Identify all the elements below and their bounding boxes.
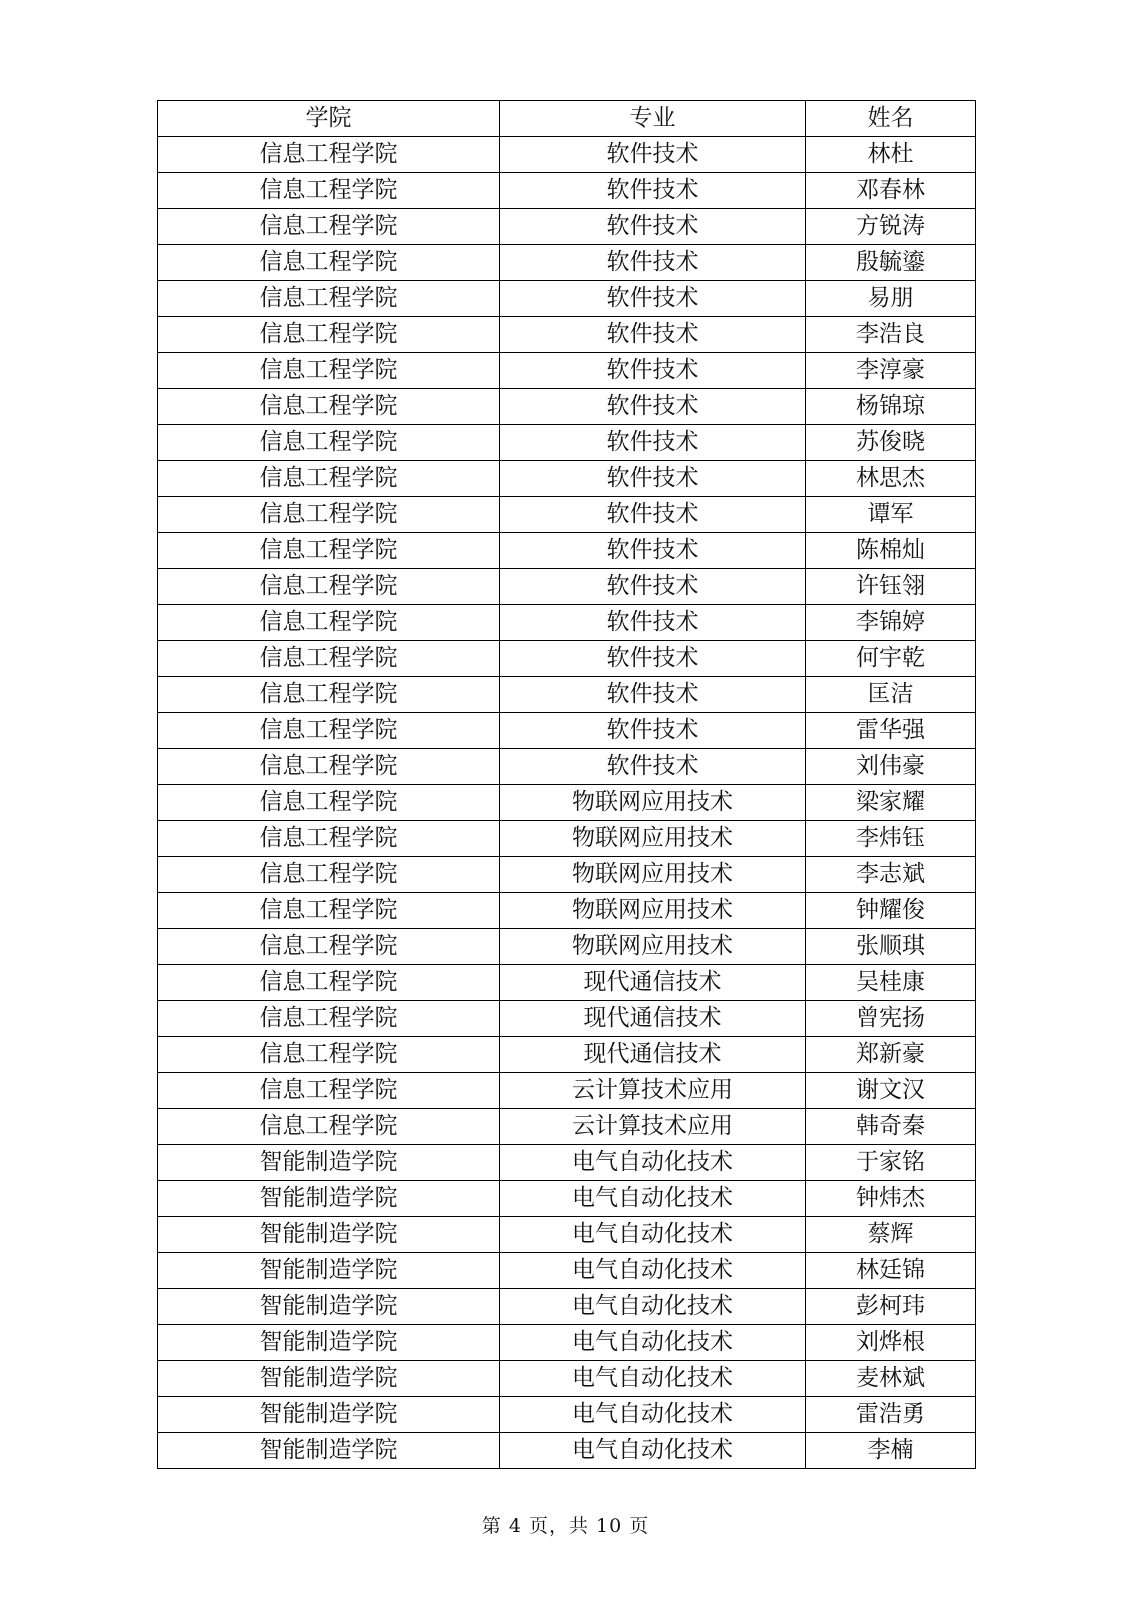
cell-name: 李锦婷 — [806, 605, 976, 641]
cell-college: 信息工程学院 — [158, 281, 500, 317]
cell-college: 信息工程学院 — [158, 137, 500, 173]
table-row — [158, 533, 976, 569]
cell-college: 智能制造学院 — [158, 1325, 500, 1361]
cell-major: 电气自动化技术 — [500, 1289, 806, 1325]
cell-name: 钟炜杰 — [806, 1181, 976, 1217]
cell-name: 刘烨根 — [806, 1325, 976, 1361]
table-row — [158, 929, 976, 965]
cell-college: 信息工程学院 — [158, 1073, 500, 1109]
cell-name: 许钰翎 — [806, 569, 976, 605]
table-row — [158, 1289, 976, 1325]
cell-college: 信息工程学院 — [158, 641, 500, 677]
table-row — [158, 857, 976, 893]
table-row — [158, 1217, 976, 1253]
cell-major: 软件技术 — [500, 281, 806, 317]
cell-name: 梁家耀 — [806, 785, 976, 821]
cell-name: 李志斌 — [806, 857, 976, 893]
cell-college: 信息工程学院 — [158, 245, 500, 281]
cell-name: 苏俊晓 — [806, 425, 976, 461]
cell-name: 方锐涛 — [806, 209, 976, 245]
cell-college: 信息工程学院 — [158, 209, 500, 245]
cell-major: 现代通信技术 — [500, 965, 806, 1001]
cell-major: 软件技术 — [500, 749, 806, 785]
cell-college: 智能制造学院 — [158, 1253, 500, 1289]
table-row — [158, 461, 976, 497]
table-row — [158, 569, 976, 605]
table-row — [158, 1361, 976, 1397]
cell-name: 韩奇秦 — [806, 1109, 976, 1145]
cell-name: 李楠 — [806, 1433, 976, 1469]
cell-name: 李淳豪 — [806, 353, 976, 389]
cell-major: 电气自动化技术 — [500, 1253, 806, 1289]
table-row — [158, 425, 976, 461]
cell-name: 雷浩勇 — [806, 1397, 976, 1433]
cell-name: 林廷锦 — [806, 1253, 976, 1289]
cell-major: 云计算技术应用 — [500, 1109, 806, 1145]
cell-major: 云计算技术应用 — [500, 1073, 806, 1109]
cell-college: 信息工程学院 — [158, 857, 500, 893]
table-row — [158, 785, 976, 821]
table-row — [158, 281, 976, 317]
cell-name: 钟耀俊 — [806, 893, 976, 929]
cell-name: 陈棉灿 — [806, 533, 976, 569]
cell-college: 信息工程学院 — [158, 713, 500, 749]
cell-major: 软件技术 — [500, 605, 806, 641]
cell-major: 软件技术 — [500, 497, 806, 533]
cell-major: 软件技术 — [500, 317, 806, 353]
table-row — [158, 245, 976, 281]
cell-major: 电气自动化技术 — [500, 1181, 806, 1217]
table-row — [158, 1001, 976, 1037]
cell-name: 李浩良 — [806, 317, 976, 353]
table-row — [158, 641, 976, 677]
cell-college: 智能制造学院 — [158, 1217, 500, 1253]
cell-college: 信息工程学院 — [158, 1037, 500, 1073]
cell-name: 郑新豪 — [806, 1037, 976, 1073]
cell-name: 张顺琪 — [806, 929, 976, 965]
table-body — [158, 137, 976, 1469]
cell-college: 信息工程学院 — [158, 569, 500, 605]
table-row — [158, 1325, 976, 1361]
table-header-row — [158, 101, 976, 137]
cell-major: 电气自动化技术 — [500, 1361, 806, 1397]
cell-major: 物联网应用技术 — [500, 857, 806, 893]
table-row — [158, 1433, 976, 1469]
table-header — [158, 101, 976, 137]
cell-college: 智能制造学院 — [158, 1361, 500, 1397]
cell-name: 匡洁 — [806, 677, 976, 713]
cell-name: 吴桂康 — [806, 965, 976, 1001]
cell-major: 软件技术 — [500, 353, 806, 389]
cell-name: 林杜 — [806, 137, 976, 173]
cell-major: 软件技术 — [500, 569, 806, 605]
cell-college: 智能制造学院 — [158, 1289, 500, 1325]
cell-name: 何宇乾 — [806, 641, 976, 677]
cell-college: 信息工程学院 — [158, 1109, 500, 1145]
roster-table — [157, 100, 976, 1469]
cell-major: 软件技术 — [500, 173, 806, 209]
table-row — [158, 1145, 976, 1181]
cell-major: 软件技术 — [500, 209, 806, 245]
cell-name: 林思杰 — [806, 461, 976, 497]
cell-name: 刘伟豪 — [806, 749, 976, 785]
cell-college: 信息工程学院 — [158, 677, 500, 713]
cell-college: 信息工程学院 — [158, 389, 500, 425]
table-row — [158, 1397, 976, 1433]
cell-college: 智能制造学院 — [158, 1145, 500, 1181]
cell-name: 蔡辉 — [806, 1217, 976, 1253]
table-row — [158, 713, 976, 749]
cell-name: 易朋 — [806, 281, 976, 317]
cell-college: 信息工程学院 — [158, 317, 500, 353]
cell-name: 杨锦琼 — [806, 389, 976, 425]
table-row — [158, 497, 976, 533]
table-row — [158, 677, 976, 713]
cell-major: 软件技术 — [500, 533, 806, 569]
table-row — [158, 749, 976, 785]
table-row — [158, 173, 976, 209]
cell-major: 软件技术 — [500, 389, 806, 425]
cell-college: 信息工程学院 — [158, 497, 500, 533]
table-row — [158, 209, 976, 245]
table-row — [158, 137, 976, 173]
cell-major: 软件技术 — [500, 641, 806, 677]
cell-major: 物联网应用技术 — [500, 893, 806, 929]
cell-major: 电气自动化技术 — [500, 1145, 806, 1181]
header-college: 学院 — [158, 101, 500, 137]
table-row — [158, 353, 976, 389]
cell-name: 邓春林 — [806, 173, 976, 209]
cell-college: 信息工程学院 — [158, 425, 500, 461]
cell-major: 现代通信技术 — [500, 1001, 806, 1037]
cell-name: 雷华强 — [806, 713, 976, 749]
cell-major: 软件技术 — [500, 245, 806, 281]
table-row — [158, 965, 976, 1001]
cell-college: 智能制造学院 — [158, 1433, 500, 1469]
cell-college: 信息工程学院 — [158, 1001, 500, 1037]
cell-name: 谢文汉 — [806, 1073, 976, 1109]
header-name: 姓名 — [806, 101, 976, 137]
cell-name: 殷毓鎏 — [806, 245, 976, 281]
table-row — [158, 317, 976, 353]
cell-major: 软件技术 — [500, 137, 806, 173]
cell-college: 信息工程学院 — [158, 965, 500, 1001]
cell-name: 李炜钰 — [806, 821, 976, 857]
cell-major: 物联网应用技术 — [500, 785, 806, 821]
cell-major: 物联网应用技术 — [500, 929, 806, 965]
cell-college: 信息工程学院 — [158, 173, 500, 209]
table-row — [158, 821, 976, 857]
cell-major: 电气自动化技术 — [500, 1217, 806, 1253]
cell-major: 软件技术 — [500, 425, 806, 461]
page-number-footer: 第 4 页，共 10 页 — [481, 1515, 650, 1537]
cell-college: 信息工程学院 — [158, 353, 500, 389]
table-row — [158, 1109, 976, 1145]
table-row — [158, 1073, 976, 1109]
cell-major: 软件技术 — [500, 713, 806, 749]
cell-name: 谭军 — [806, 497, 976, 533]
cell-college: 信息工程学院 — [158, 785, 500, 821]
cell-major: 电气自动化技术 — [500, 1433, 806, 1469]
cell-major: 电气自动化技术 — [500, 1397, 806, 1433]
cell-name: 于家铭 — [806, 1145, 976, 1181]
table-row — [158, 1253, 976, 1289]
cell-major: 电气自动化技术 — [500, 1325, 806, 1361]
cell-major: 现代通信技术 — [500, 1037, 806, 1073]
table-row — [158, 605, 976, 641]
table-row — [158, 1181, 976, 1217]
cell-college: 信息工程学院 — [158, 893, 500, 929]
cell-college: 信息工程学院 — [158, 605, 500, 641]
header-major: 专业 — [500, 101, 806, 137]
cell-name: 曾宪扬 — [806, 1001, 976, 1037]
table-row — [158, 389, 976, 425]
cell-name: 彭柯玮 — [806, 1289, 976, 1325]
cell-college: 智能制造学院 — [158, 1181, 500, 1217]
cell-major: 软件技术 — [500, 677, 806, 713]
cell-college: 信息工程学院 — [158, 533, 500, 569]
cell-major: 物联网应用技术 — [500, 821, 806, 857]
cell-college: 信息工程学院 — [158, 821, 500, 857]
cell-college: 信息工程学院 — [158, 749, 500, 785]
cell-college: 信息工程学院 — [158, 461, 500, 497]
cell-major: 软件技术 — [500, 461, 806, 497]
cell-college: 智能制造学院 — [158, 1397, 500, 1433]
cell-name: 麦林斌 — [806, 1361, 976, 1397]
table-row — [158, 893, 976, 929]
table-row — [158, 1037, 976, 1073]
cell-college: 信息工程学院 — [158, 929, 500, 965]
